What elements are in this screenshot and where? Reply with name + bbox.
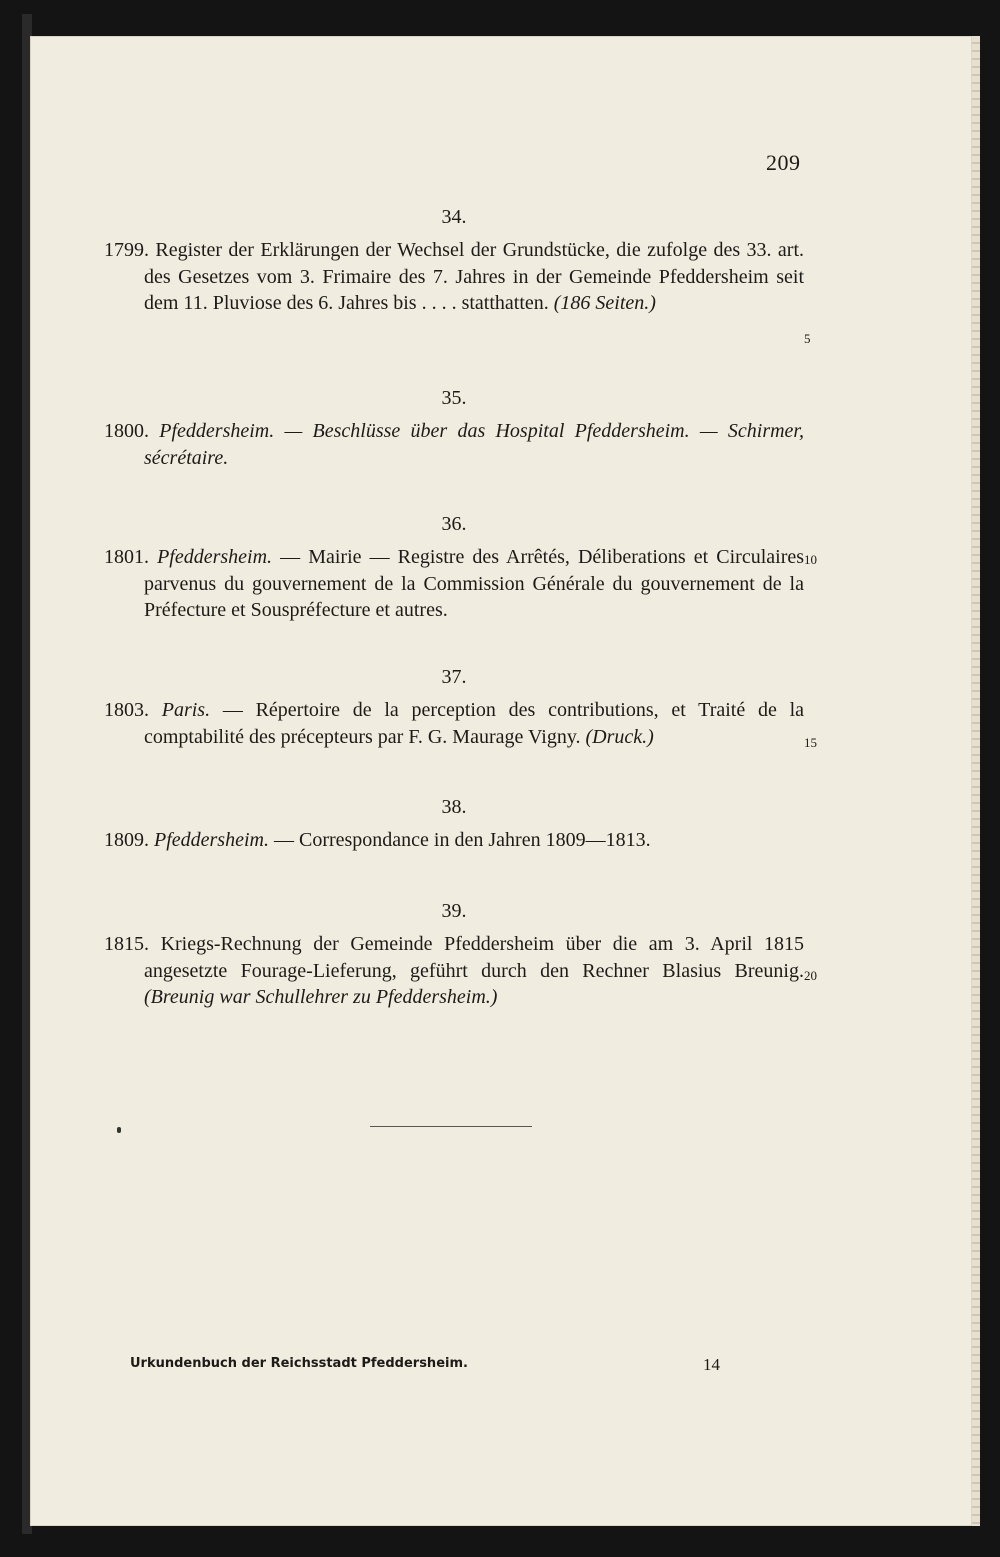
entry-text xyxy=(104,237,804,317)
entry-body: Register der Erklärungen der Wechsel der Grundstücke, die zufolge des 33. art. des Gesetzes vom 3. Frimaire des 7. Jahres in der Gemeinde Pfeddersheim seit dem 11. Pluviose des 6. Jahres bis . . . . statthatten. xyxy=(144,239,804,314)
entry-number: 35. xyxy=(441,387,467,409)
entry-year: 1799. xyxy=(104,239,149,261)
entry-year: 1801. xyxy=(104,546,149,568)
entry-34 xyxy=(104,206,804,317)
entry-body: Pfeddersheim. — Beschlüsse über das Hospital Pfeddersheim. — Schirmer, sécrétaire. xyxy=(144,420,804,469)
entry-number: 34. xyxy=(441,206,467,228)
entry-note: (Druck.) xyxy=(585,725,654,748)
entry-note: (186 Seiten.) xyxy=(553,292,656,314)
entry-text xyxy=(104,544,804,624)
entry-body: Kriegs-Rechnung der Gemeinde Pfeddersheim über die am 3. April 1815 angesetzte Fourage-Lieferung, geführt durch den Rechner Blasius Breunig. xyxy=(144,933,804,982)
entry-text xyxy=(104,697,804,750)
entry-text xyxy=(104,418,804,471)
entry-39 xyxy=(104,900,804,1011)
entry-year: 1815. xyxy=(104,933,149,955)
entry-year: 1809. xyxy=(104,829,149,851)
page-edge xyxy=(972,36,980,1526)
entry-body: — Répertoire de la perception des contributions, et Traité de la comptabilité des précepteurs par F. G. Maurage Vigny. xyxy=(144,699,805,748)
entry-place: Pfeddersheim. xyxy=(154,829,269,851)
line-marker-15: 15 xyxy=(804,735,817,750)
entry-35 xyxy=(104,387,804,471)
entry-36 xyxy=(104,513,804,624)
entry-year: 1803. xyxy=(104,699,149,721)
entry-text xyxy=(104,931,804,1011)
entry-38 xyxy=(104,796,804,854)
entry-number: 39. xyxy=(441,900,467,922)
line-marker-5: 5 xyxy=(804,331,811,346)
section-rule xyxy=(370,1126,532,1127)
printer-signature: 14 xyxy=(703,1355,720,1374)
line-marker-20: 20 xyxy=(804,968,817,983)
entry-number: 37. xyxy=(441,666,467,688)
entry-37 xyxy=(104,666,804,750)
ink-speck xyxy=(117,1127,121,1133)
entry-place: Paris. xyxy=(161,699,211,721)
entry-text xyxy=(104,827,804,854)
entry-note: (Breunig war Schullehrer zu Pfeddersheim.) xyxy=(144,986,498,1008)
line-marker-10: 10 xyxy=(804,552,817,567)
entry-place: Pfeddersheim. xyxy=(157,546,273,568)
footer-title: Urkundenbuch der Reichsstadt Pfeddersheim. xyxy=(130,1356,468,1371)
entry-number: 38. xyxy=(441,796,467,818)
entry-year: 1800. xyxy=(104,420,149,442)
entry-number: 36. xyxy=(441,513,467,535)
entry-body: — Mairie — Registre des Arrêtés, Déliberations et Circulaires parvenus du gouvernement de la Commission Générale du gouvernement de la Préfecture et Souspréfecture et autres. xyxy=(144,546,805,621)
page-number: 209 xyxy=(766,150,801,175)
entry-body: — Correspondance in den Jahren 1809—1813. xyxy=(273,829,651,851)
